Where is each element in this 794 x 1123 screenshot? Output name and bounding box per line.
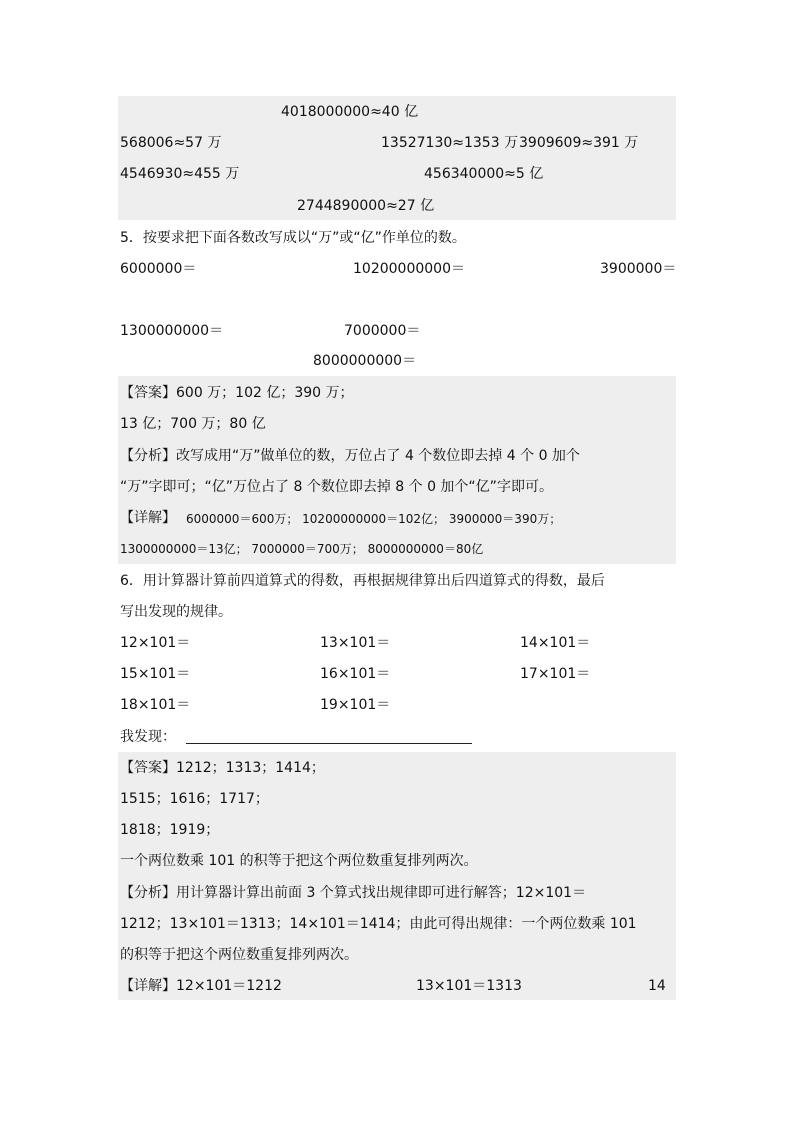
q5-detail-line: 6000000＝600万； 10200000000＝102亿； 3900000＝390万；	[186, 512, 562, 526]
q5-item: 6000000＝	[120, 261, 197, 277]
q5-detail-line: 1300000000＝13亿； 7000000＝700万； 8000000000＝80亿	[120, 542, 484, 556]
answer-approx-2: 568006≈57 万	[120, 135, 222, 151]
q6-discovery-label: 我发现：	[120, 729, 176, 745]
q6-item: 19×101＝	[320, 697, 391, 713]
q6-item: 13×101＝	[320, 635, 391, 651]
q5-item: 7000000＝	[344, 323, 421, 339]
answer-approx-1: 4018000000≈40 亿	[281, 104, 419, 120]
q5-analysis-line: 【分析】改写成用“万”做单位的数，万位占了 4 个数位即去掉 4 个 0 加个	[120, 448, 580, 464]
q5-item: 3900000＝	[600, 261, 677, 277]
q5-analysis-line: “万”字即可；“亿”万位占了 8 个数位即去掉 8 个 0 加个“亿”字即可。	[120, 479, 553, 495]
q6-analysis-line: 1212；13×101＝1313；14×101＝1414；由此可得出规律：一个两位数乘 101	[120, 916, 637, 932]
q6-item: 12×101＝	[120, 635, 191, 651]
q6-analysis-line: 的积等于把这个两位数重复排列两次。	[120, 947, 358, 963]
answer-approx-4: 3909609≈391 万	[519, 135, 639, 151]
answer-approx-6: 456340000≈5 亿	[424, 166, 544, 182]
answer-approx-3: 13527130≈1353 万	[381, 135, 519, 151]
q5-answer-line: 【答案】600 万；102 亿；390 万；	[120, 385, 354, 401]
q5-prompt: 5．按要求把下面各数改写成以“万”或“亿”作单位的数。	[120, 230, 466, 246]
answer-approx-7: 2744890000≈27 亿	[297, 198, 435, 214]
q6-answer-line: 1515；1616；1717；	[120, 791, 269, 807]
q6-detail: 14	[648, 978, 666, 994]
q6-answer-line: 一个两位数乘 101 的积等于把这个两位数重复排列两次。	[120, 853, 478, 869]
q6-answer-line: 【答案】1212；1313；1414；	[120, 760, 325, 776]
q6-detail: 【详解】12×101＝1212	[120, 978, 282, 994]
q5-item: 8000000000＝	[313, 353, 417, 369]
q6-analysis-line: 【分析】用计算器计算出前面 3 个算式找出规律即可进行解答；12×101＝	[120, 885, 587, 901]
q6-answer-blank[interactable]	[186, 743, 472, 744]
q5-item: 10200000000＝	[353, 261, 465, 277]
q6-prompt-line: 6．用计算器计算前四道算式的得数，再根据规律算出后四道算式的得数，最后	[120, 573, 605, 589]
q6-item: 17×101＝	[520, 666, 591, 682]
q5-answer-line: 13 亿；700 万；80 亿	[120, 416, 266, 432]
q6-answer-line: 1818；1919；	[120, 822, 220, 838]
answer-approx-5: 4546930≈455 万	[120, 166, 240, 182]
q5-item: 1300000000＝	[120, 323, 224, 339]
q6-item: 15×101＝	[120, 666, 191, 682]
q6-detail: 13×101＝1313	[416, 978, 522, 994]
q6-prompt-line: 写出发现的规律。	[120, 604, 232, 620]
q6-item: 14×101＝	[520, 635, 591, 651]
q5-detail-label: 【详解】	[120, 510, 176, 526]
q6-item: 18×101＝	[120, 697, 191, 713]
q6-item: 16×101＝	[320, 666, 391, 682]
q5-answer-block	[118, 376, 676, 564]
